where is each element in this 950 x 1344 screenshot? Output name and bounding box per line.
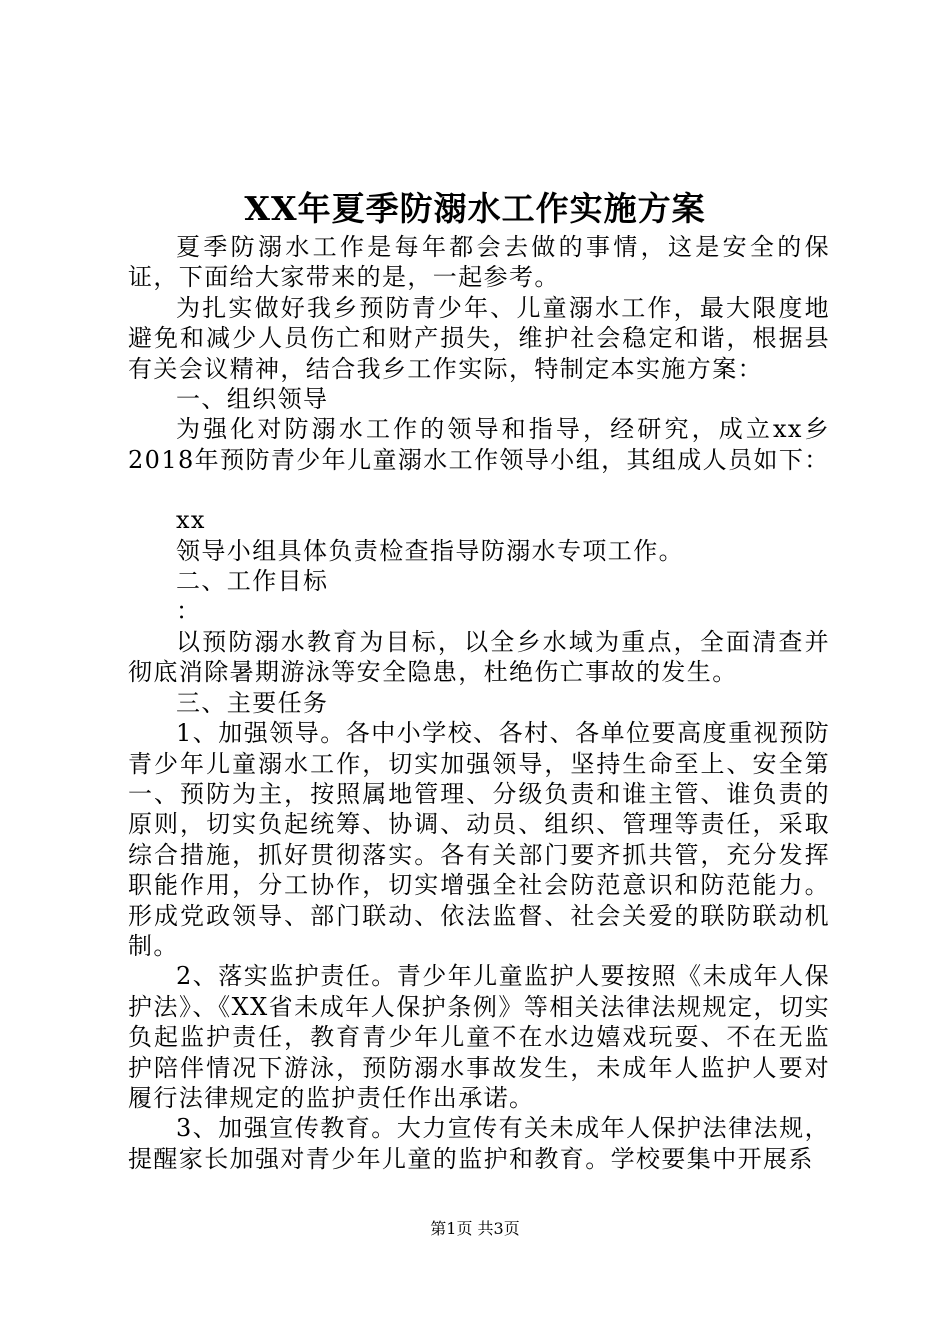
paragraph-task-3: 3、加强宣传教育。大力宣传有关未成年人保护法律法规，提醒家长加强对青少年儿童的监护和教育。学校要集中开展系 bbox=[128, 1114, 830, 1173]
document-body bbox=[128, 232, 830, 1174]
paragraph-task-2: 2、落实监护责任。青少年儿童监护人要按照《未成年人保护法》、《XX省未成年人保护条例》等相关法律法规规定，切实负起监护责任，教育青少年儿童不在水边嬉戏玩耍、不在无监护陪伴情况下游泳，预防溺水事故发生，未成年人监护人要对履行法律规定的监护责任作出承诺。 bbox=[128, 962, 830, 1112]
paragraph-organization: 为强化对防溺水工作的领导和指导，经研究，成立xx乡2018年预防青少年儿童溺水工作领导小组，其组成人员如下： bbox=[128, 415, 830, 474]
paragraph-colon: ： bbox=[176, 597, 202, 626]
paragraph-goals: 以预防溺水教育为目标，以全乡水域为重点，全面清查并彻底消除暑期游泳等安全隐患，杜绝伤亡事故的发生。 bbox=[128, 627, 830, 687]
paragraph-purpose: 为扎实做好我乡预防青少年、儿童溺水工作，最大限度地避免和减少人员伤亡和财产损失，维护社会稳定和谐，根据县有关会议精神，结合我乡工作实际，特制定本实施方案： bbox=[128, 293, 830, 383]
paragraph-members: xx bbox=[176, 506, 206, 535]
section-heading-tasks: 三、主要任务 bbox=[176, 688, 329, 717]
paragraph-intro: 夏季防溺水工作是每年都会去做的事情，这是安全的保证，下面给大家带来的是，一起参考。 bbox=[128, 233, 830, 292]
page-footer: 第1页 共3页 bbox=[430, 1219, 520, 1238]
section-heading-organization: 一、组织领导 bbox=[176, 385, 329, 414]
section-heading-goals: 二、工作目标 bbox=[176, 567, 329, 596]
paragraph-task-1: 1、加强领导。各中小学校、各村、各单位要高度重视预防青少年儿童溺水工作，切实加强领导，坚持生命至上、安全第一、预防为主，按照属地管理、分级负责和谁主管、谁负责的原则，切实负起统筹、协调、动员、组织、管理等责任，采取综合措施，抓好贯彻落实。各有关部门要齐抓共管，充分发挥职能作用，分工协作，切实增强全社会防范意识和防范能力。形成党政领导、部门联动、依法监督、社会关爱的联防联动机制。 bbox=[128, 719, 830, 960]
paragraph-group-duty: 领导小组具体负责检查指导防溺水专项工作。 bbox=[176, 536, 684, 565]
document-title: XX年夏季防溺水工作实施方案 bbox=[244, 189, 706, 228]
